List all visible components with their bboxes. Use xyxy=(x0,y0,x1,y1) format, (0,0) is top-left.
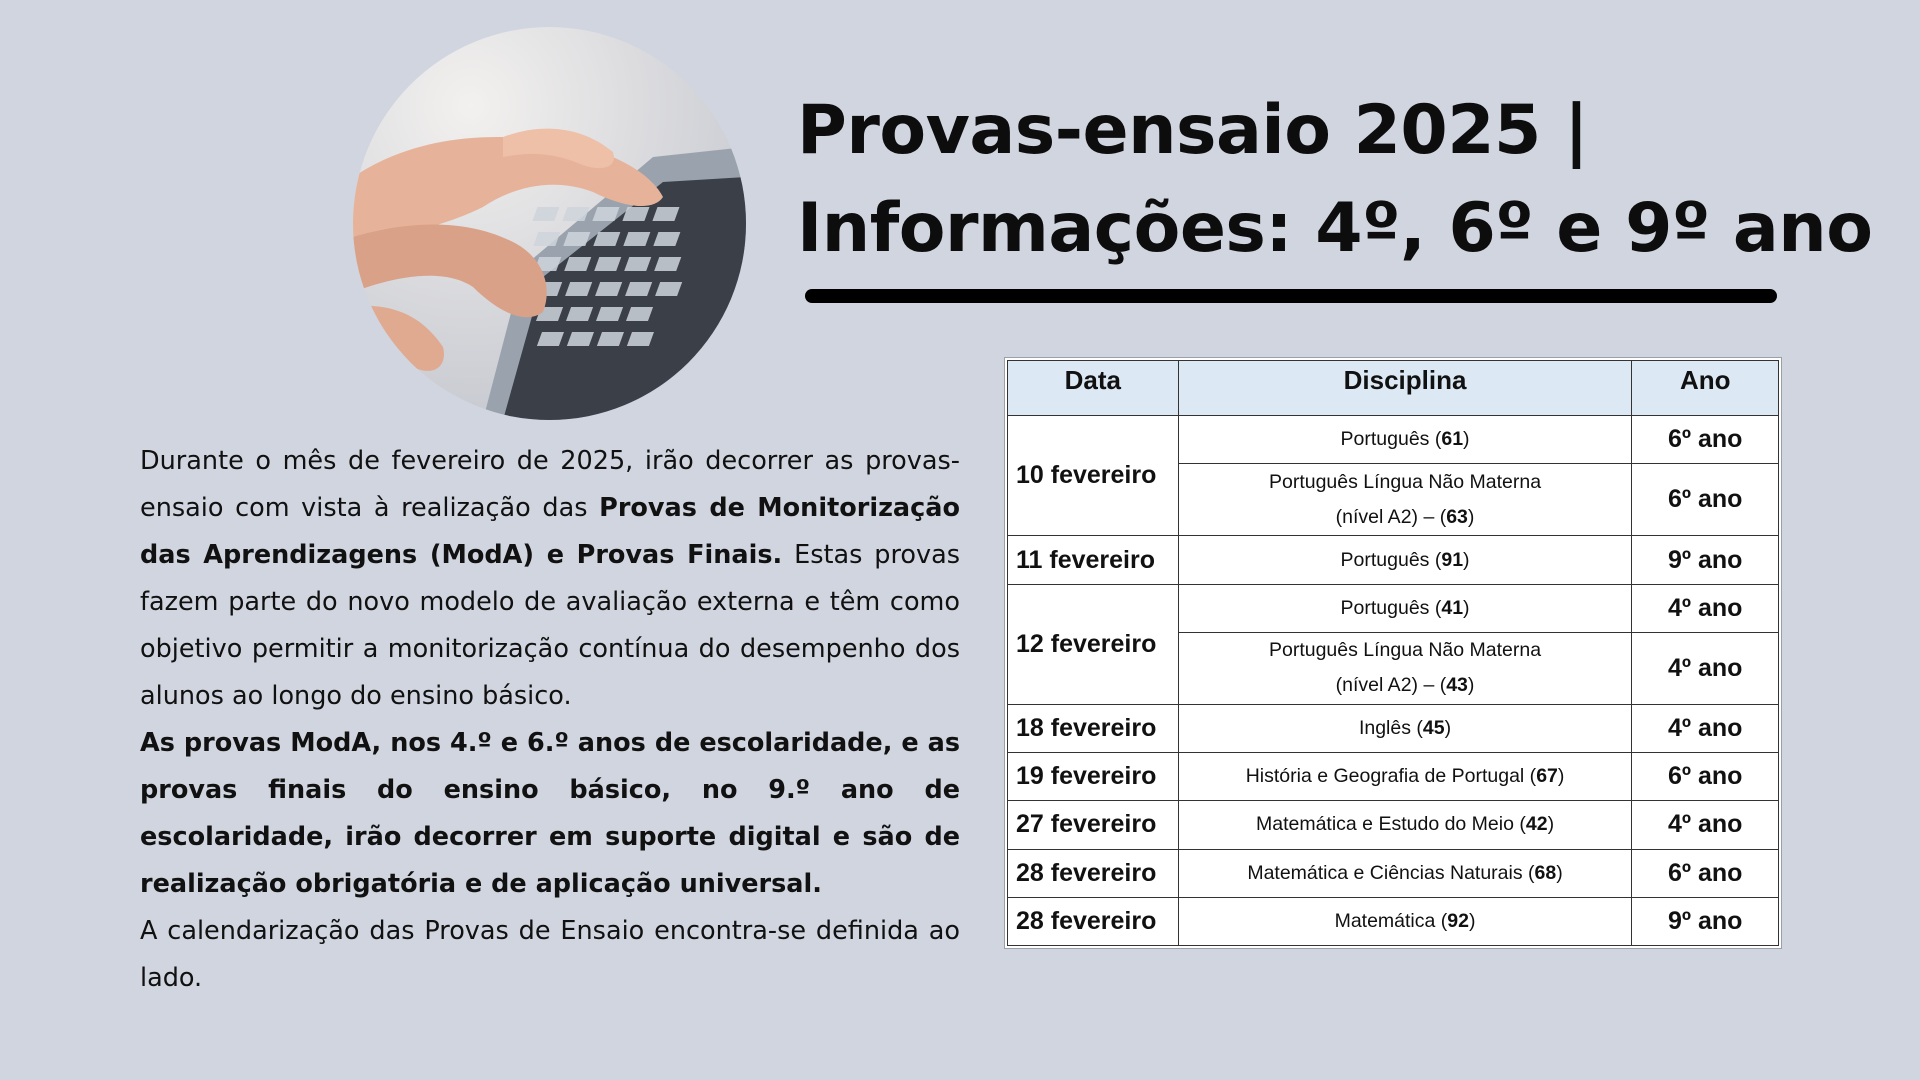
exam-code: 43 xyxy=(1446,674,1468,697)
row-ano: 6º ano xyxy=(1632,464,1779,536)
row-ano: 9º ano xyxy=(1632,897,1779,945)
table-row xyxy=(1008,801,1779,849)
table-header-row xyxy=(1008,361,1779,416)
row-discipline: Português Língua Não Materna (nível A2) – (63) xyxy=(1178,464,1632,536)
exam-code: 63 xyxy=(1446,505,1468,528)
row-date: 28 fevereiro xyxy=(1008,849,1179,897)
exam-code: 91 xyxy=(1441,548,1464,571)
table-row xyxy=(1008,584,1779,632)
row-date: 12 fevereiro xyxy=(1008,584,1179,704)
intro-p2-bold: As provas ModA, nos 4.º e 6.º anos de escolaridade, e as provas finais do ensino básico, no 9.º ano de escolaridade, irão decorrer em suporte digital e são de realização obrigatória e de aplicação universal. xyxy=(140,728,960,899)
discipline-name: Português Língua Não Materna xyxy=(1268,470,1542,493)
schedule-table-container xyxy=(1004,357,1782,949)
row-date: 18 fevereiro xyxy=(1008,705,1179,753)
row-discipline: Português (61) xyxy=(1178,416,1632,464)
table-row xyxy=(1008,753,1779,801)
row-date: 19 fevereiro xyxy=(1008,753,1179,801)
intro-paragraph-3: A calendarização das Provas de Ensaio encontra-se definida ao lado. xyxy=(140,916,960,993)
exam-code: 67 xyxy=(1536,765,1558,788)
title-underline-divider xyxy=(805,289,1777,303)
row-discipline: Matemática e Estudo do Meio (42) xyxy=(1178,801,1632,849)
exam-code: 61 xyxy=(1441,428,1464,451)
row-ano: 6º ano xyxy=(1632,753,1779,801)
discipline-level: (nível A2) – ( xyxy=(1335,505,1447,528)
discipline-name: Matemática xyxy=(1334,909,1436,932)
header-data: Data xyxy=(1008,361,1179,416)
discipline-level: (nível A2) – ( xyxy=(1335,674,1447,697)
table-row xyxy=(1008,849,1779,897)
page-title xyxy=(797,82,1873,278)
discipline-name: Inglês xyxy=(1358,717,1411,740)
discipline-name: Matemática e Ciências Naturais xyxy=(1247,861,1523,884)
intro-p1-text-b: Estas provas fazem parte do novo modelo de avaliação externa e têm como objetivo permitir a monitorização contínua do desempenho dos alunos ao longo do ensino básico. xyxy=(140,540,960,711)
discipline-name: História e Geografia de Portugal xyxy=(1245,765,1525,788)
intro-p1-text-a: Durante o mês de fevereiro de 2025, irão decorrer as provas-ensaio com vista à realização das xyxy=(140,446,960,523)
row-date: 11 fevereiro xyxy=(1008,536,1179,584)
table-row xyxy=(1008,536,1779,584)
row-date: 28 fevereiro xyxy=(1008,897,1179,945)
intro-paragraph-1 xyxy=(140,438,960,720)
exam-code: 68 xyxy=(1534,861,1557,884)
table-row xyxy=(1008,416,1779,464)
exam-code: 92 xyxy=(1447,909,1469,932)
row-discipline: Inglês (45) xyxy=(1178,705,1632,753)
row-ano: 4º ano xyxy=(1632,584,1779,632)
schedule-table xyxy=(1007,360,1779,946)
table-row xyxy=(1008,705,1779,753)
row-discipline: Matemática (92) xyxy=(1178,897,1632,945)
page-title-line-2: Informações: 4º, 6º e 9º ano xyxy=(797,189,1873,268)
row-ano: 6º ano xyxy=(1632,849,1779,897)
intro-p1-bold: Provas de Monitorização das Aprendizagens (ModA) e Provas Finais. xyxy=(140,493,960,570)
exam-code: 41 xyxy=(1441,596,1464,619)
row-ano: 6º ano xyxy=(1632,416,1779,464)
page-title-line-1: Provas-ensaio 2025 | xyxy=(797,91,1589,170)
row-discipline: Português Língua Não Materna (nível A2) – (43) xyxy=(1178,632,1632,704)
intro-paragraph-2 xyxy=(140,720,960,908)
exam-code: 45 xyxy=(1422,717,1445,740)
laptop-keyboard-illustration xyxy=(353,27,746,420)
table-row xyxy=(1008,897,1779,945)
row-ano: 9º ano xyxy=(1632,536,1779,584)
row-discipline: História e Geografia de Portugal (67) xyxy=(1178,753,1632,801)
discipline-name: Português xyxy=(1340,596,1430,619)
discipline-name: Português xyxy=(1340,428,1430,451)
row-date: 10 fevereiro xyxy=(1008,416,1179,536)
header-ano: Ano xyxy=(1632,361,1779,416)
row-ano: 4º ano xyxy=(1632,705,1779,753)
row-ano: 4º ano xyxy=(1632,632,1779,704)
intro-text xyxy=(140,438,960,1002)
row-date: 27 fevereiro xyxy=(1008,801,1179,849)
discipline-name: Matemática e Estudo do Meio xyxy=(1255,813,1514,836)
header-disciplina: Disciplina xyxy=(1178,361,1632,416)
discipline-name: Português Língua Não Materna xyxy=(1268,639,1542,662)
row-discipline: Português (91) xyxy=(1178,536,1632,584)
row-discipline: Matemática e Ciências Naturais (68) xyxy=(1178,849,1632,897)
exam-code: 42 xyxy=(1525,813,1548,836)
row-ano: 4º ano xyxy=(1632,801,1779,849)
laptop-typing-photo xyxy=(353,27,746,420)
discipline-name: Português xyxy=(1340,548,1430,571)
row-discipline: Português (41) xyxy=(1178,584,1632,632)
